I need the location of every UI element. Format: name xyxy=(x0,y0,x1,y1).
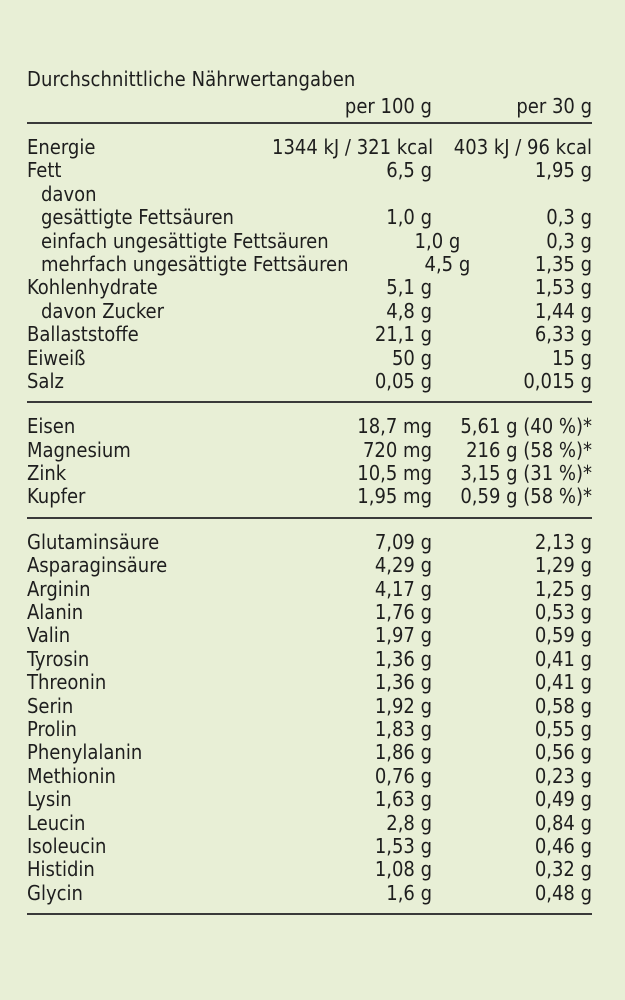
table-row xyxy=(27,415,592,438)
nutrient-label: Asparaginsäure xyxy=(27,553,168,578)
nutrient-label: Magnesium xyxy=(27,437,131,462)
value-per-100g: 2,8 g xyxy=(386,810,432,835)
value-per-100g: 10,5 mg xyxy=(357,461,432,486)
nutrient-label: davon xyxy=(41,181,97,206)
table-row xyxy=(27,578,592,601)
nutrient-label: gesättigte Fettsäuren xyxy=(41,205,234,230)
value-per-30g: 1,53 g xyxy=(534,275,592,300)
value-per-30g: 5,61 g (40 %)* xyxy=(460,414,592,439)
table-row xyxy=(27,671,592,694)
table-row xyxy=(27,136,592,159)
value-per-100g: 1,95 mg xyxy=(357,484,432,509)
table-row xyxy=(27,554,592,577)
table-row xyxy=(27,370,592,393)
value-per-100g: 4,5 g xyxy=(424,251,471,276)
column-header-row xyxy=(27,94,592,122)
table-row xyxy=(27,695,592,718)
table-row xyxy=(27,159,592,182)
value-per-30g: 0,48 g xyxy=(534,880,592,905)
nutrient-label: mehrfach ungesättigte Fettsäuren xyxy=(41,251,349,276)
nutrient-label: Tyrosin xyxy=(27,646,90,671)
nutrient-label: Eisen xyxy=(27,414,76,439)
value-per-100g: 18,7 mg xyxy=(357,414,432,439)
table-row xyxy=(27,858,592,881)
value-per-100g: 1,36 g xyxy=(374,646,432,671)
value-per-100g: 720 mg xyxy=(362,437,432,462)
value-per-30g: 216 g (58 %)* xyxy=(466,437,592,462)
value-per-30g: 1,44 g xyxy=(534,298,592,323)
nutrient-label: einfach ungesättigte Fettsäuren xyxy=(41,228,329,253)
table-row xyxy=(27,624,592,647)
value-per-100g: 1,0 g xyxy=(414,228,461,253)
value-per-100g: 4,8 g xyxy=(386,298,432,323)
nutrient-label: Ballaststoffe xyxy=(27,322,139,347)
nutrient-label: Phenylalanin xyxy=(27,740,143,765)
table-row xyxy=(27,276,592,299)
value-per-30g: 0,59 g (58 %)* xyxy=(460,484,592,509)
nutrient-label: Lysin xyxy=(27,787,72,812)
table-row xyxy=(27,765,592,788)
value-per-30g: 0,3 g xyxy=(546,205,592,230)
value-per-30g: 0,015 g xyxy=(523,368,592,393)
table-row xyxy=(27,300,592,323)
value-per-30g: 0,84 g xyxy=(534,810,592,835)
group-macronutrients xyxy=(27,124,592,401)
value-per-100g: 0,76 g xyxy=(374,763,432,788)
nutrient-label: Glutaminsäure xyxy=(27,529,160,554)
nutrient-label: Salz xyxy=(27,368,64,393)
value-per-100g: 21,1 g xyxy=(374,322,432,347)
nutrient-label: Methionin xyxy=(27,763,116,788)
nutrient-label: Kohlenhydrate xyxy=(27,275,158,300)
value-per-30g: 0,59 g xyxy=(534,623,592,648)
nutrient-label: Prolin xyxy=(27,716,77,741)
value-per-30g: 403 kJ / 96 kcal xyxy=(453,135,592,159)
nutrient-label: Threonin xyxy=(27,670,107,695)
table-row xyxy=(27,206,592,229)
value-per-100g: 1344 kJ / 321 kcal xyxy=(272,135,434,159)
value-per-30g: 0,23 g xyxy=(534,763,592,788)
table-row xyxy=(27,253,592,276)
value-per-30g: 1,25 g xyxy=(534,576,592,601)
value-per-30g: 1,35 g xyxy=(534,251,592,276)
table-row xyxy=(27,323,592,346)
value-per-100g: 1,36 g xyxy=(374,670,432,695)
table-row xyxy=(27,648,592,671)
table-row xyxy=(27,718,592,741)
value-per-100g: 6,5 g xyxy=(386,158,432,183)
nutrient-label: Leucin xyxy=(27,810,86,835)
nutrient-label: Fett xyxy=(27,158,62,183)
value-per-30g: 0,53 g xyxy=(534,600,592,625)
group-minerals xyxy=(27,403,592,517)
table-row xyxy=(27,741,592,764)
value-per-100g: 1,6 g xyxy=(386,880,432,905)
value-per-100g: 50 g xyxy=(391,345,432,370)
group-amino-acids xyxy=(27,519,592,913)
value-per-30g: 6,33 g xyxy=(534,322,592,347)
table-row xyxy=(27,812,592,835)
value-per-30g: 0,55 g xyxy=(534,716,592,741)
table-row xyxy=(27,230,592,253)
value-per-30g: 0,32 g xyxy=(534,857,592,882)
value-per-100g: 1,97 g xyxy=(374,623,432,648)
value-per-100g: 1,08 g xyxy=(374,857,432,882)
nutrient-label: Alanin xyxy=(27,600,84,625)
value-per-30g: 0,41 g xyxy=(534,646,592,671)
nutrient-label: Isoleucin xyxy=(27,833,107,858)
table-title: Durchschnittliche Nährwertangaben xyxy=(27,67,356,91)
nutrient-label: Valin xyxy=(27,623,71,648)
table-row xyxy=(27,835,592,858)
value-per-100g: 4,17 g xyxy=(374,576,432,601)
value-per-100g: 7,09 g xyxy=(374,529,432,554)
column-header-per-30g: per 30 g xyxy=(516,94,592,118)
nutrient-label: Arginin xyxy=(27,576,91,601)
column-header-label xyxy=(27,94,272,122)
nutrient-label: davon Zucker xyxy=(41,298,165,323)
nutrition-table xyxy=(27,64,592,915)
value-per-100g: 1,92 g xyxy=(374,693,432,718)
value-per-100g: 1,0 g xyxy=(386,205,432,230)
table-row xyxy=(27,183,592,206)
value-per-100g: 1,53 g xyxy=(374,833,432,858)
value-per-100g: 1,63 g xyxy=(374,787,432,812)
value-per-30g: 3,15 g (31 %)* xyxy=(460,461,592,486)
value-per-100g: 4,29 g xyxy=(374,553,432,578)
table-row xyxy=(27,439,592,462)
value-per-30g: 0,46 g xyxy=(534,833,592,858)
value-per-100g: 5,1 g xyxy=(386,275,432,300)
value-per-30g: 0,49 g xyxy=(534,787,592,812)
table-row xyxy=(27,462,592,485)
table-row xyxy=(27,485,592,508)
value-per-100g: 1,83 g xyxy=(374,716,432,741)
value-per-100g: 1,76 g xyxy=(374,600,432,625)
table-row xyxy=(27,347,592,370)
nutrient-label: Serin xyxy=(27,693,74,718)
table-row xyxy=(27,882,592,905)
nutrition-groups xyxy=(27,124,592,915)
value-per-100g: 1,86 g xyxy=(374,740,432,765)
value-per-30g: 15 g xyxy=(551,345,592,370)
value-per-30g: 0,58 g xyxy=(534,693,592,718)
nutrient-label: Histidin xyxy=(27,857,95,882)
nutrient-label: Energie xyxy=(27,135,96,159)
value-per-30g: 1,95 g xyxy=(534,158,592,183)
table-row xyxy=(27,788,592,811)
column-header-per-100g: per 100 g xyxy=(344,94,432,118)
value-per-100g xyxy=(272,183,432,206)
nutrient-label: Zink xyxy=(27,461,67,486)
nutrient-label: Glycin xyxy=(27,880,83,905)
value-per-100g: 0,05 g xyxy=(374,368,432,393)
nutrient-label: Kupfer xyxy=(27,484,86,509)
divider xyxy=(27,913,592,915)
value-per-30g: 1,29 g xyxy=(534,553,592,578)
table-row xyxy=(27,531,592,554)
value-per-30g: 0,56 g xyxy=(534,740,592,765)
nutrient-label: Eiweiß xyxy=(27,345,86,370)
value-per-30g: 0,3 g xyxy=(546,228,592,253)
value-per-30g xyxy=(432,183,592,206)
value-per-30g: 2,13 g xyxy=(534,529,592,554)
value-per-30g: 0,41 g xyxy=(534,670,592,695)
table-row xyxy=(27,601,592,624)
